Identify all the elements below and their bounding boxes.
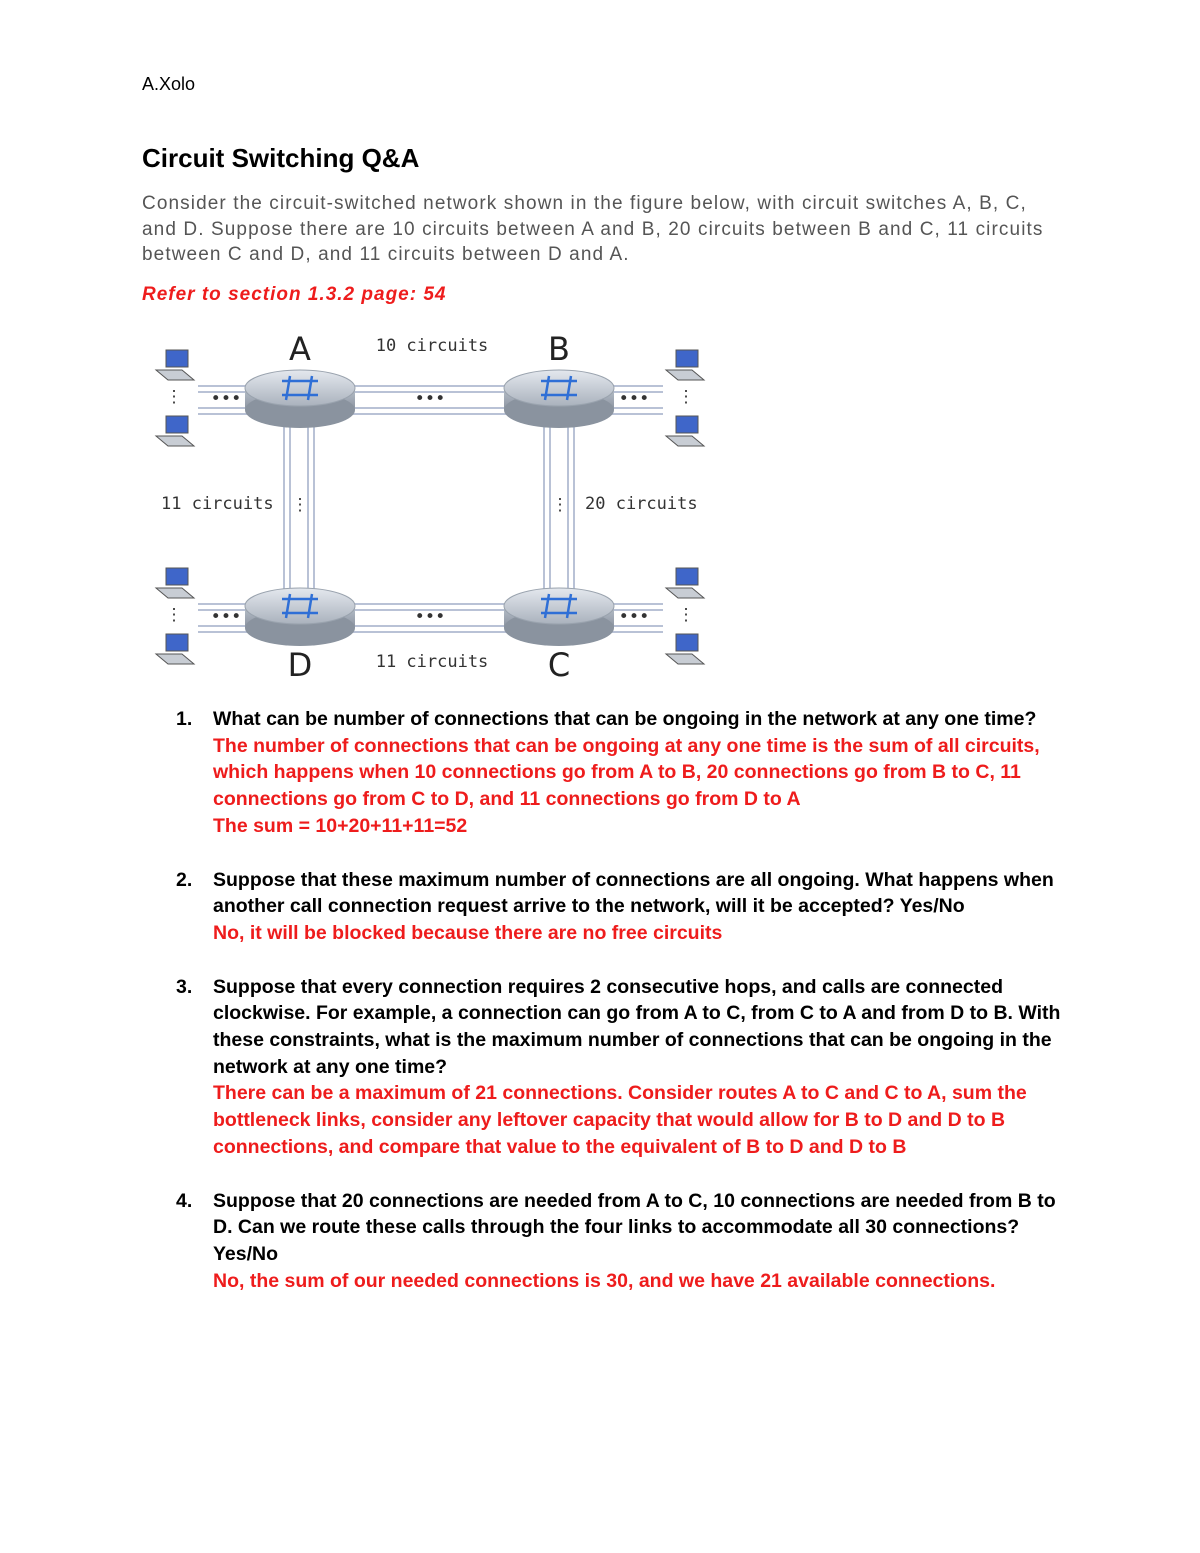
switch-d-label: D (287, 646, 313, 684)
host-d-ellipsis: ••• (210, 607, 242, 627)
question-item (170, 867, 1070, 947)
answer-text: No, the sum of our needed connections is 30, and we have 21 available connections. (213, 1269, 996, 1292)
hosts-a-vdots: ⋮ (165, 387, 183, 407)
answer-text: There can be a maximum of 21 connections. Consider routes A to C and C to A, sum the bottleneck links, consider any leftover capacity that would allow for B to D and D to B connections, and compare that value to the equivalent of B to D and D to B (213, 1082, 1027, 1158)
question-number: 2. (176, 868, 193, 891)
section-reference: Refer to section 1.3.2 page: 54 (142, 284, 447, 305)
question-text: Suppose that every connection requires 2 consecutive hops, and calls are connected clockwise. For example, a connection can go from A to C, from C to A and from D to B. With these constraints, what is the maximum number of connections that can be ongoing in the network at any one time? (213, 975, 1061, 1078)
host-a-ellipsis: ••• (210, 389, 242, 409)
switch-a-label: A (289, 330, 311, 368)
question-item (170, 1188, 1070, 1295)
link-d-c-ellipsis: ••• (414, 607, 446, 627)
author-name: A.Xolo (142, 74, 196, 94)
link-d-c-label: 11 circuits (375, 652, 489, 672)
hosts-b-vdots: ⋮ (677, 387, 695, 407)
question-item (170, 706, 1070, 840)
question-item (170, 974, 1070, 1161)
answer-text: No, it will be blocked because there are no free circuits (213, 921, 723, 944)
document-title: Circuit Switching Q&A (142, 143, 420, 173)
question-text: What can be number of connections that can be ongoing in the network at any one time? (213, 708, 1037, 730)
host-c-ellipsis: ••• (618, 607, 650, 627)
switch-a-icon (245, 370, 355, 428)
question-number: 4. (176, 1189, 193, 1212)
link-a-b-label: 10 circuits (375, 336, 489, 356)
question-text: Suppose that these maximum number of connections are all ongoing. What happens when another call connection request arrive to the network, will it be accepted? Yes/No (213, 868, 1054, 918)
answer-sum: The sum = 10+20+11+11=52 (213, 814, 468, 837)
link-b-c-label: 20 circuits (585, 494, 698, 514)
question-list (170, 706, 1070, 1321)
hosts-c-vdots: ⋮ (677, 605, 695, 625)
question-number: 3. (176, 975, 193, 998)
question-text: Suppose that 20 connections are needed from A to C, 10 connections are needed from B to D. Can we route these calls through the four links to accommodate all 30 connections? Yes/No (213, 1189, 1056, 1265)
switch-c-icon (504, 588, 614, 646)
link-a-b-ellipsis: ••• (414, 389, 446, 409)
circuit-network-diagram (148, 328, 708, 688)
link-d-a-label: 11 circuits (161, 494, 274, 514)
switch-c-label: C (547, 646, 571, 684)
link-d-a-vdots: ⋮ (291, 495, 309, 515)
switch-d-icon (245, 588, 355, 646)
hosts-d-vdots: ⋮ (165, 605, 183, 625)
link-b-c-vdots: ⋮ (551, 495, 569, 515)
answer-text: The number of connections that can be ongoing at any one time is the sum of all circuits, which happens when 10 connections go from A to B, 20 connections go from B to C, 11 connections go from C to D, and 11 connections go from D to A (213, 734, 1040, 811)
intro-paragraph: Consider the circuit-switched network shown in the figure below, with circuit switches A, B, C, and D. Suppose there are 10 circuits between A and B, 20 circuits between B and C, 11 circuits between C and D, and 11 circuits between D and A. (142, 193, 1044, 265)
switch-b-icon (504, 370, 614, 428)
question-number: 1. (176, 708, 193, 730)
switch-b-label: B (548, 330, 570, 368)
host-b-ellipsis: ••• (618, 389, 650, 409)
